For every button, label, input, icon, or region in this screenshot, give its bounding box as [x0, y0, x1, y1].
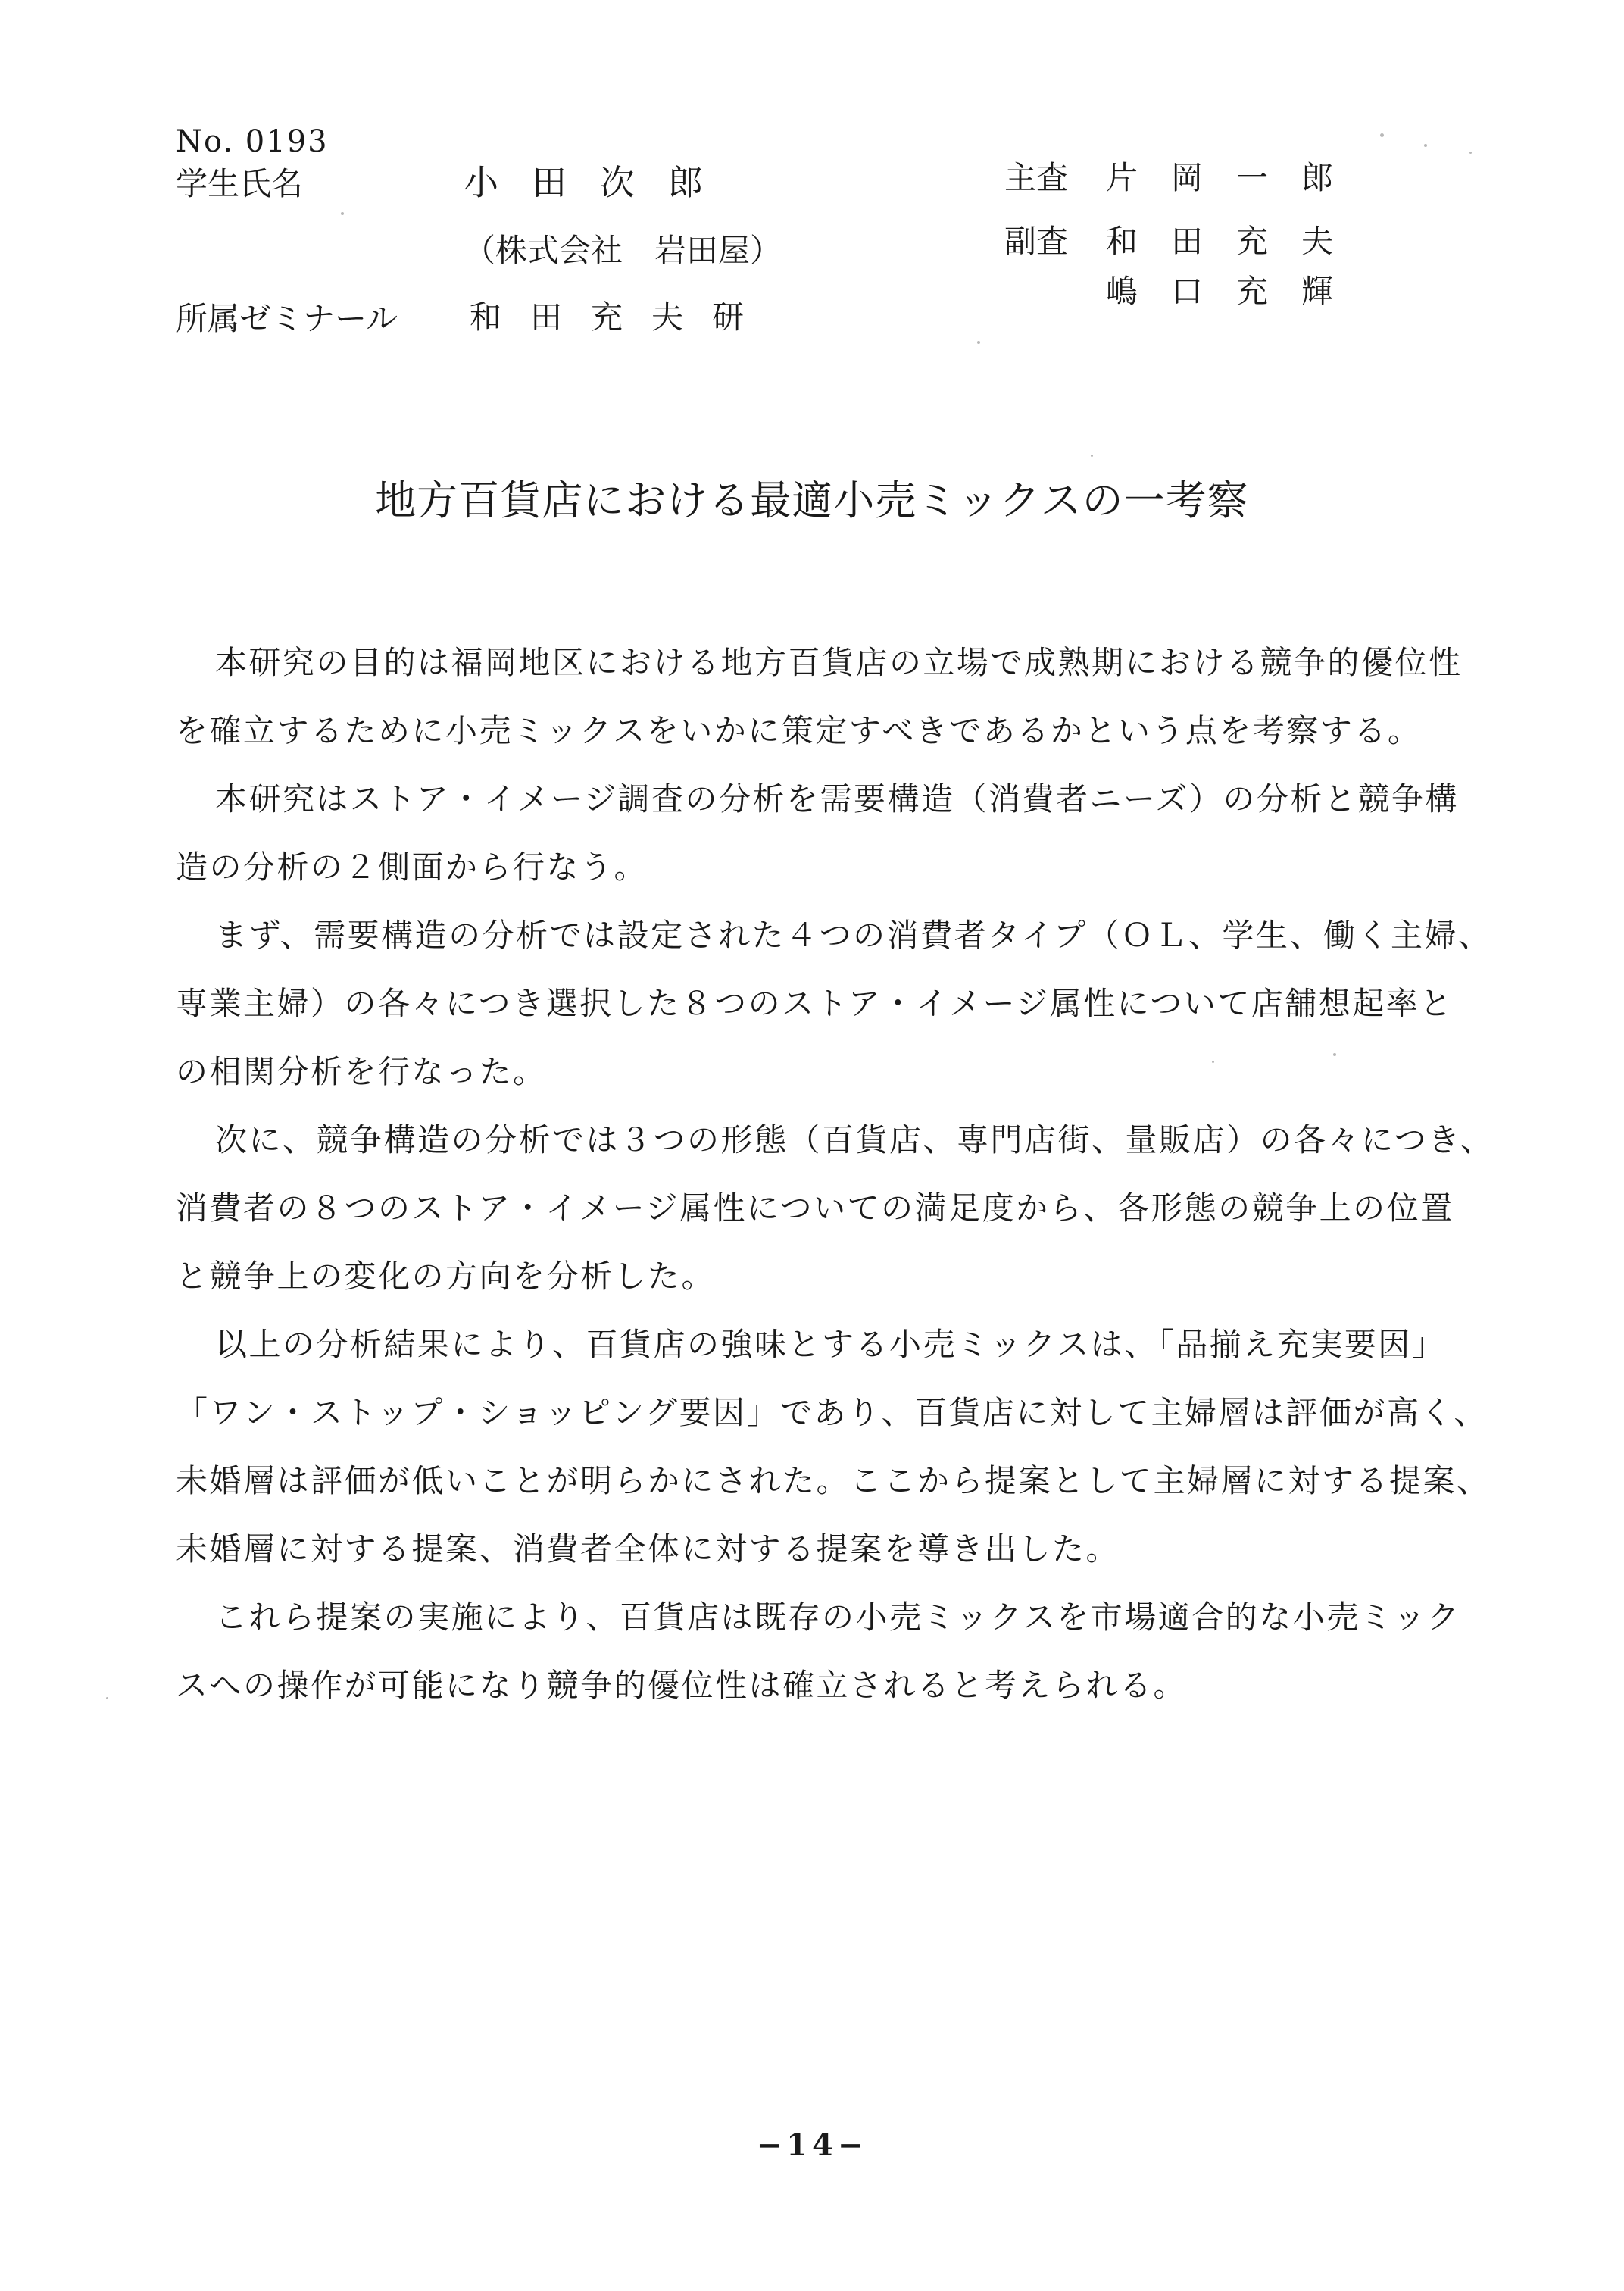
paragraph	[176, 1311, 1539, 1583]
sub-examiner-name-1: 和田充夫	[1106, 223, 1367, 260]
text-line: を確立するために小売ミックスをいかに策定すべきであるかという点を考察する。	[176, 712, 1422, 749]
company-name: （株式会社 岩田屋）	[464, 232, 782, 269]
paragraph	[176, 1583, 1539, 1720]
student-name: 小田次郎	[464, 162, 736, 203]
scan-speck	[341, 212, 344, 215]
scan-speck	[1333, 1053, 1336, 1056]
paragraph	[176, 902, 1539, 1106]
text-line: 次に、競争構造の分析では３つの形態（百貨店、専門店街、量販店）の各々につき、	[215, 1121, 1494, 1158]
document-title: 地方百貨店における最適小売ミックスの一考察	[375, 477, 1249, 524]
scan-speck	[1212, 1061, 1214, 1063]
scan-speck	[106, 1697, 108, 1699]
chief-examiner-name: 片岡一郎	[1106, 159, 1367, 196]
seminar-label: 所属ゼミナール	[176, 300, 398, 337]
scan-speck	[1380, 133, 1384, 137]
scan-speck	[1424, 144, 1427, 147]
text-line: 以上の分析結果により、百貨店の強味とする小売ミックスは、「品揃え充実要因」	[215, 1326, 1446, 1363]
text-line: の相関分析を行なった。	[176, 1053, 547, 1090]
text-line: 本研究の目的は福岡地区における地方百貨店の立場で成熟期における競争的優位性	[215, 644, 1463, 681]
abstract-body	[176, 629, 1539, 1720]
sub-examiner-name-2: 嶋口充輝	[1106, 273, 1367, 310]
document-number: No. 0193	[176, 124, 329, 159]
text-line: と競争上の変化の方向を分析した。	[176, 1258, 716, 1295]
page-number: −14−	[756, 2127, 868, 2163]
text-line: 未婚層は評価が低いことが明らかにされた。ここから提案として主婦層に対する提案、	[176, 1462, 1491, 1499]
text-line: 「ワン・ストップ・ショッピング要因」であり、百貨店に対して主婦層は評価が高く、	[176, 1394, 1488, 1431]
paragraph	[176, 1106, 1539, 1311]
student-name-label: 学生氏名	[176, 165, 304, 202]
scan-speck	[1091, 455, 1093, 457]
text-line: スへの操作が可能になり競争的優位性は確立されると考えられる。	[176, 1667, 1188, 1704]
text-line: 未婚層に対する提案、消費者全体に対する提案を導き出した。	[176, 1530, 1120, 1567]
text-line: まず、需要構造の分析では設定された４つの消費者タイプ（ＯＬ、学生、働く主婦、	[215, 917, 1492, 954]
paragraph	[176, 629, 1539, 765]
text-line: 本研究はストア・イメージ調査の分析を需要構造（消費者ニーズ）の分析と競争構	[215, 780, 1459, 817]
scan-speck	[977, 341, 980, 344]
chief-examiner-label: 主査	[1004, 159, 1069, 196]
text-line: 造の分析の２側面から行なう。	[176, 849, 648, 886]
scan-speck	[1469, 152, 1472, 154]
text-line: これら提案の実施により、百貨店は既存の小売ミックスを市場適合的な小売ミック	[215, 1599, 1461, 1636]
text-line: 専業主婦）の各々につき選択した８つのストア・イメージ属性について店舗想起率と	[176, 985, 1454, 1022]
seminar-name: 和田充夫研	[470, 298, 773, 336]
text-line: 消費者の８つのストア・イメージ属性についての満足度から、各形態の競争上の位置	[176, 1189, 1454, 1227]
sub-examiner-label: 副査	[1004, 223, 1069, 260]
paragraph	[176, 765, 1539, 902]
